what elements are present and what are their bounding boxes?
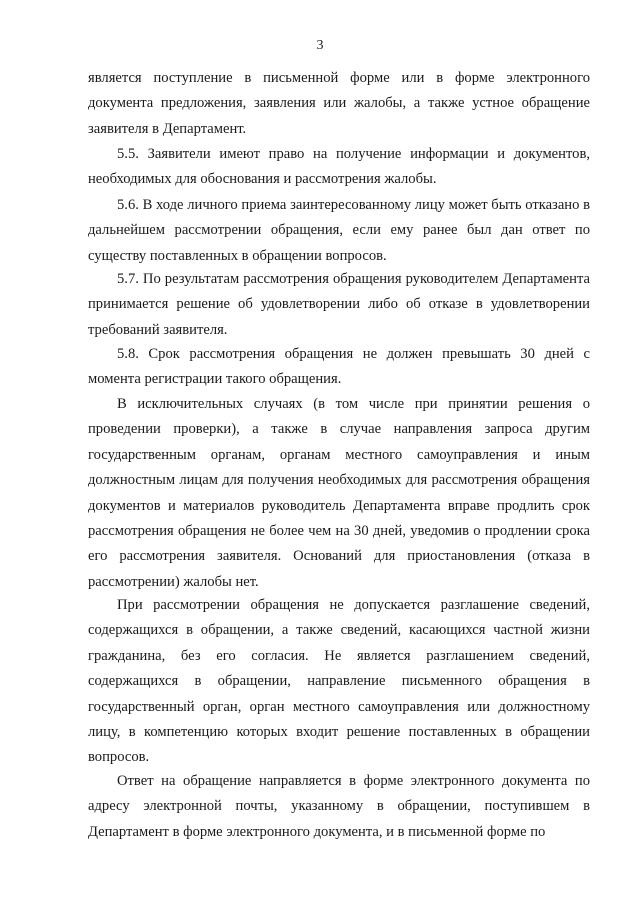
paragraph-5-7: 5.7. По результатам рассмотрения обращения руководителем Департамента принимается решение об удовлетворении либо об отказе в удовлетворении требований заявителя.	[88, 271, 590, 338]
paragraph-5-5: 5.5. Заявители имеют право на получение информации и документов, необходимых для обоснования и рассмотрения жалобы.	[88, 146, 590, 188]
paragraph-continuation: является поступление в письменной форме или в форме электронного документа предложения, заявления или жалобы, а также устное обращение заявителя в Департамент.	[88, 70, 590, 137]
paragraph-response-form: Ответ на обращение направляется в форме электронного документа по адресу электронной почты, указанному в обращении, поступившем в Департамент в форме электронного документа, и в письменной форме по	[88, 773, 590, 840]
paragraph-exceptional-cases: В исключительных случаях (в том числе при принятии решения о проведении проверки), а также в случае направления запроса другим государственным органам, органам местного самоуправления и иным должностным лицам для получения необходимых для рассмотрения обращения документов и материалов руководитель Департамента вправе продлить срок рассмотрения обращения не более чем на 30 дней, уведомив о продлении срока его рассмотрения заявителя. Оснований для приостановления (отказа в рассмотрении) жалобы нет.	[88, 396, 590, 590]
paragraph-5-8: 5.8. Срок рассмотрения обращения не должен превышать 30 дней с момента регистрации такого обращения.	[88, 346, 590, 388]
page-number: 3	[316, 38, 324, 53]
paragraph-5-6: 5.6. В ходе личного приема заинтересованному лицу может быть отказано в дальнейшем рассмотрении обращения, если ему ранее был дан ответ по существу поставленных в обращении вопросов.	[88, 197, 590, 264]
paragraph-confidentiality: При рассмотрении обращения не допускается разглашение сведений, содержащихся в обращении, а также сведений, касающихся частной жизни гражданина, без его согласия. Не является разглашением сведений, содержащихся в обращении, направление письменного обращения в государственный орган, орган местного самоуправления или должностному лицу, в компетенцию которых входит решение поставленных в обращении вопросов.	[88, 597, 590, 766]
